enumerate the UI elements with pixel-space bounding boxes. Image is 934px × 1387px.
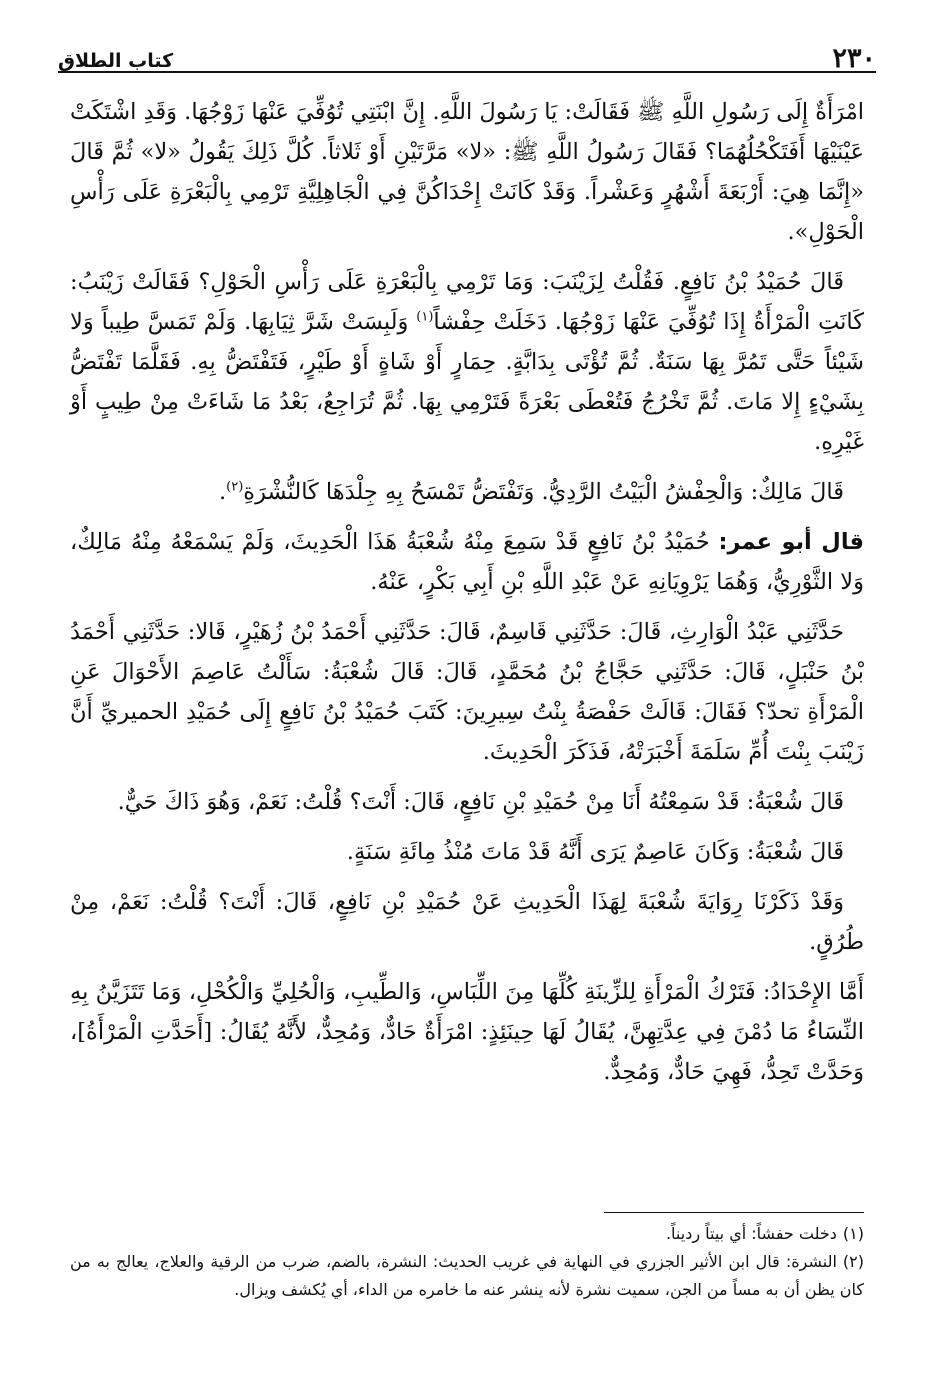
footnote-text: دخلت حفشاً: أي بيتاً رديناً. bbox=[665, 1224, 837, 1243]
main-text bbox=[70, 92, 864, 1102]
footnote-number: (٢) bbox=[842, 1252, 864, 1271]
paragraph-hadith: امْرَأَةٌ إِلَى رَسُولِ اللَّهِ ﷺ فَقَالَتْ: يَا رَسُولَ اللَّهِ. إِنَّ ابْنَتِي تُوُفِّيَ عَنْهَا زَوْجُهَا. وَقَدِ اشْتَكَتْ عَيْنَيْهَا أَفَتَكْحُلُهُمَا؟ فَقَالَ رَسُولُ اللَّهِ ﷺ: «لا» مَرَّتَيْنِ أَوْ ثَلاثاً. كُلَّ ذَلِكَ يَقُولُ «لا» ثُمَّ قَالَ «إِنَّمَا هِيَ: أَرْبَعَةَ أَشْهُرٍ وَعَشْراً. وَقَدْ كَانَتْ إِحْدَاكُنَّ فِي الْجَاهِلِيَّةِ تَرْمِي بِالْبَعْرَةِ عَلَى رَأْسِ الْحَوْلِ». bbox=[70, 99, 864, 245]
page-header bbox=[58, 40, 876, 74]
paragraph-malik bbox=[70, 472, 864, 512]
footnote-text: النشرة: قال ابن الأثير الجزري في النهاية في غريب الحديث: النشرة، بالضم، ضرب من الرقية والعلاج، يعالج به من كان يظن أن به مساً من الجن، سميت نشرة لأنه ينشر عنه ما خامره من الداء، أي يُكشف ويزال. bbox=[70, 1252, 864, 1299]
footnote-rule bbox=[604, 1212, 864, 1213]
paragraph-abu-umar bbox=[70, 522, 864, 602]
paragraph-humaid-text-b: وَلَبِسَتْ شَرَّ ثِيَابِهَا. وَلَمْ تَمَسَّ طِيباً وَلا شَيْئاً حَتَّى تَمُرَّ بِهَا سَنَةٌ. ثُمَّ تُؤْتَى بِدَابَّةٍ. حِمَارٍ أَوْ شَاةٍ أَوْ طَيْرٍ، فَتَفْتَضُّ بِهِ. فَقَلَّمَا تَفْتَضُّ بِشَيْءٍ إِلا مَاتَ. ثُمَّ تَخْرُجُ فَتُعْطَى بَعْرَةً فَتَرْمِي بِهَا. ثُمَّ تُرَاجِعُ، بَعْدُ مَا شَاءَتْ مِنْ طِيبٍ أَوْ غَيْرِهِ. bbox=[70, 309, 864, 455]
footnote-number: (١) bbox=[842, 1224, 864, 1243]
header-rule bbox=[58, 71, 876, 73]
paragraph-malik-text-a: قَالَ مَالِكٌ: وَالْحِفْشُ الْبَيْتُ الرَّدِيُّ. وَتَفْتَضُّ تَمْسَحُ بِهِ جِلْدَهَا كَالنُّشْرَةِ bbox=[243, 479, 844, 505]
page-number: ٢٣٠ bbox=[832, 43, 876, 74]
paragraph-humaid-text-a: قَالَ حُمَيْدُ بْنُ نَافِعٍ. فَقُلْتُ لِزَيْنَبَ: وَمَا تَرْمِي بِالْبَعْرَةِ عَلَى رَأْسِ الْحَوْلِ؟ فَقَالَتْ زَيْنَبُ: كَانَتِ الْمَرْأَةُ إِذَا تُوُفِّيَ عَنْهَا زَوْجُهَا. دَخَلَتْ حِفْشاً bbox=[70, 269, 865, 335]
paragraph-malik-text-b: . bbox=[218, 479, 227, 505]
paragraph-isnad: حَدَّثَنِي عَبْدُ الْوَارِثِ، قَالَ: حَدَّثَنِي قَاسِمٌ، قَالَ: حَدَّثَنِي أَحْمَدُ بْنُ زُهَيْرٍ، قَالا: حَدَّثَنِي أَحْمَدُ بْنُ حَنْبَلٍ، قَالَ: حَدَّثَنِي حَجَّاجُ بْنُ مُحَمَّدٍ، قَالَ: قَالَ شُعْبَةُ: سَأَلْتُ عَاصِمَ الأَحْوَالَ عَنِ الْمَرْأَةِ تحدّ؟ فَقَالَ: قَالَتْ حَفْصَةُ بِنْتُ سِيرِينَ: كَتَبَ حُمَيْدُ بْنُ نَافِعٍ إِلَى حُمَيْدِ الحميريِّ أَنَّ زَيْنَبَ بِنْتَ أُمِّ سَلَمَةَ أَخْبَرَتْهُ، فَذَكَرَ الْحَدِيثَ. bbox=[70, 619, 864, 765]
paragraph-ihdad: أَمَّا الإِحْدَادُ: فَتَرْكُ الْمَرْأَةِ لِلزِّينَةِ كُلِّهَا مِنَ اللِّبَاسِ، وَالطِّيبِ، وَالْحُلِيِّ وَالْكُحْلِ، وَمَا تَتَزَيَّنُ بِهِ النِّسَاءُ مَا دُمْنَ فِي عِدَّتِهِنَّ، يُقَالُ لَهَا حِينَئِذٍ: امْرَأَةٌ حَادٌّ، وَمُحِدٌّ، لأَنَّهُ يُقَالُ: [أَحَدَّتِ الْمَرْأَةُ]، وَحَدَّتْ تَحِدُّ، فَهِيَ حَادٌّ، وَمُحِدٌّ. bbox=[70, 979, 864, 1085]
book-title: كتاب الطلاق bbox=[58, 50, 174, 72]
paragraph-shuba-1: قَالَ شُعْبَةُ: قَدْ سَمِعْتُهُ أَنَا مِنْ حُمَيْدِ بْنِ نَافِعٍ، قَالَ: أَنْتَ؟ قُلْتُ: نَعَمْ، وَهُوَ ذَاكَ حَيٌّ. bbox=[117, 789, 844, 815]
footnote-2 bbox=[70, 1248, 864, 1304]
paragraph-humaid bbox=[70, 262, 864, 462]
footnote-1 bbox=[70, 1220, 864, 1248]
footnote-ref-2: (٢) bbox=[226, 479, 244, 495]
footnotes bbox=[70, 1220, 864, 1304]
paragraph-shuba-2: قَالَ شُعْبَةُ: وَكَانَ عَاصِمٌ يَرَى أَنَّهُ قَدْ مَاتَ مُنْذُ مِائَةِ سَنَةٍ. bbox=[346, 839, 844, 865]
footnote-ref-1: (١) bbox=[416, 309, 434, 325]
abu-umar-text: حُمَيْدُ بْنُ نَافِعٍ قَدْ سَمِعَ مِنْهُ شُعْبَةُ هَذَا الْحَدِيثَ، وَلَمْ يَسْمَعْهُ مِنْهُ مَالِكٌ، وَلا الثَّوْرِيُّ، وَهُمَا يَرْوِيَانِهِ عَنْ عَبْدِ اللَّهِ بْنِ أَبِي بَكْرٍ، عَنْهُ. bbox=[70, 529, 864, 595]
paragraph-riwaya: وَقَدْ ذَكَرْنَا رِوَايَةَ شُعْبَةَ لِهَذَا الْحَدِيثِ عَنْ حُمَيْدِ بْنِ نَافِعٍ، قَالَ: أَنْتَ؟ قُلْتُ: نَعَمْ، مِنْ طُرُقٍ. bbox=[70, 889, 864, 955]
abu-umar-lead: قال أبو عمر: bbox=[718, 529, 864, 555]
